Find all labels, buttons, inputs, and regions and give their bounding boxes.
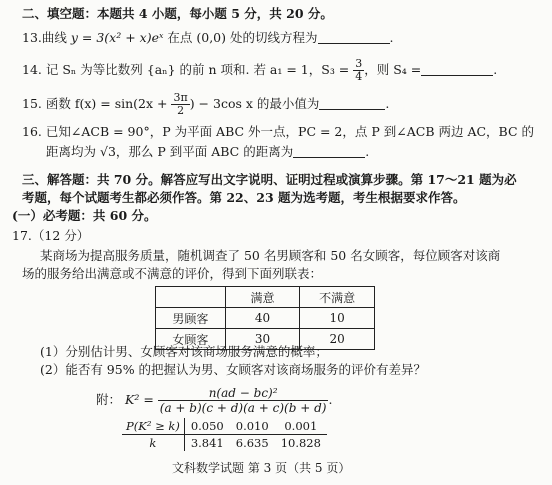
table-cell: 女顾客 — [156, 329, 226, 350]
table-cell: 20 — [300, 329, 375, 350]
k2-end: . — [328, 392, 333, 407]
q14-pre: 记 Sₙ 为等比数列 {aₙ} 的前 n 项和. 若 a₁ = 1，S₃ = — [45, 62, 354, 77]
section3-line1: 三、解答题：共 70 分。解答应写出文字说明、证明过程或演算步骤。第 17～21 题为必 — [22, 172, 517, 187]
q14-frac-den: 4 — [355, 70, 363, 83]
q15-number: 15. — [22, 96, 42, 111]
q16-number: 16. — [22, 124, 42, 139]
k2-numerator: n(ad − bc)² — [158, 386, 329, 401]
contingency-table — [155, 286, 375, 350]
q13-post: 在点 (0,0) 处的切线方程为 — [163, 30, 318, 45]
table-row — [122, 418, 327, 435]
table-cell: 30 — [225, 329, 300, 350]
q13-end: . — [389, 30, 394, 45]
q14-answer-blank — [421, 63, 493, 76]
table-header-cell: 不满意 — [300, 287, 375, 308]
table-row — [122, 435, 327, 452]
q17-sub1: (1）分别估计男、女顾客对该商场服务满意的概率； — [40, 344, 328, 359]
q16-answer-blank — [293, 145, 365, 158]
critical-value-table — [122, 418, 327, 451]
appendix-label: 附： — [96, 392, 122, 407]
q14-post: ，则 S₄ = — [364, 62, 422, 77]
table-cell: 40 — [225, 308, 300, 329]
q17-p1: 某商场为提高服务质量，随机调查了 50 名男顾客和 50 名女顾客，每位顾客对该商 — [40, 248, 501, 263]
q17-head: 17.（12 分） — [12, 228, 90, 243]
table-cell: 3.841 — [190, 436, 224, 450]
page-footer: 文科数学试题 第 3 页（共 5 页） — [172, 461, 351, 475]
q13-number: 13. — [22, 30, 42, 45]
q13-answer-blank — [318, 31, 390, 44]
section3-sub: (一）必考题：共 60 分。 — [12, 208, 157, 223]
k2-fraction — [158, 386, 329, 415]
q15-frac-num: 3π — [173, 91, 188, 104]
q14-end: . — [493, 62, 498, 77]
table-header-cell — [156, 287, 226, 308]
question-14 — [22, 58, 497, 83]
q15-post: ) − 3cos x 的最小值为 — [189, 96, 320, 111]
table-cell: 男顾客 — [156, 308, 226, 329]
ktable-row2-label: k — [122, 435, 184, 452]
section2-heading: 二、填空题：本题共 4 小题，每小题 5 分，共 20 分。 — [22, 6, 333, 21]
ktable-row1-label: P(K² ≥ k) — [122, 418, 184, 435]
q16-line2: 距离均为 √3，那么 P 到平面 ABC 的距离为 — [46, 144, 294, 159]
q14-number: 14. — [22, 62, 42, 77]
table-cell: 10.828 — [280, 436, 321, 450]
question-16-line2 — [46, 144, 369, 160]
table-cell: 10 — [300, 308, 375, 329]
question-15 — [22, 92, 389, 117]
q15-answer-blank — [319, 97, 385, 110]
q13-pre: 曲线 — [41, 30, 71, 45]
table-cell: 6.635 — [235, 436, 269, 450]
table-header-row — [156, 287, 375, 308]
q14-frac-num: 3 — [355, 57, 363, 70]
appendix-formula — [96, 386, 332, 415]
question-16-line1 — [22, 124, 534, 140]
q17-p2: 场的服务给出满意或不满意的评价，得到下面列联表： — [22, 266, 323, 281]
question-13 — [22, 30, 393, 46]
table-cell: 0.010 — [230, 418, 275, 435]
table-row — [156, 308, 375, 329]
q13-formula: y = 3(x² + x)eˣ — [70, 30, 164, 45]
k2-denominator: (a + b)(c + d)(a + c)(b + d) — [159, 401, 327, 415]
q14-fraction — [353, 58, 364, 83]
q17-sub2: (2）能否有 95% 的把握认为男、女顾客对该商场服务的评价有差异？ — [40, 362, 427, 377]
k2-lhs: K² = — [125, 392, 154, 407]
section3-line2: 考题，每个试题考生都必须作答。第 22、23 题为选考题，考生根据要求作答。 — [22, 190, 466, 205]
q16-end: . — [365, 144, 370, 159]
table-cell: 0.001 — [275, 418, 327, 435]
table-header-cell: 满意 — [225, 287, 300, 308]
q15-end: . — [385, 96, 390, 111]
q16-line1: 已知∠ACB = 90°，P 为平面 ABC 外一点，PC = 2，点 P 到∠ACB 两边 AC，BC 的 — [45, 124, 534, 139]
q15-frac-den: 2 — [177, 104, 185, 117]
table-cell: 0.050 — [184, 418, 229, 435]
q15-pre: 函数 f(x) = sin(2x + — [45, 96, 172, 111]
q15-fraction — [171, 92, 189, 117]
